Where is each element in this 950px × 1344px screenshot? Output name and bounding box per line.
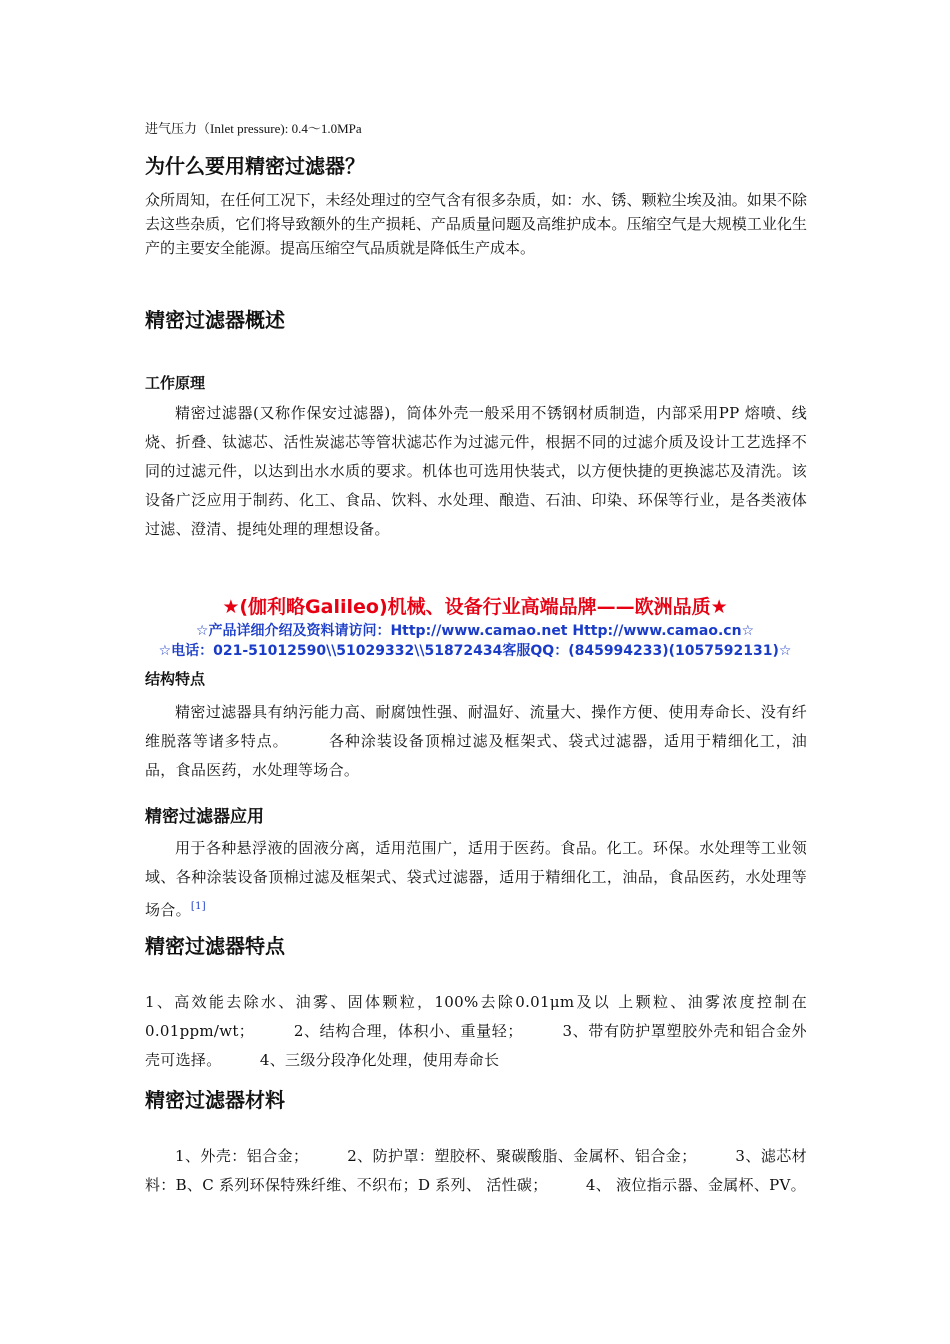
- heading-application: 精密过滤器应用: [145, 807, 264, 827]
- heading-materials: 精密过滤器材料: [145, 1088, 285, 1112]
- paragraph-application: [145, 834, 807, 925]
- paragraph-structure: 精密过滤器具有纳污能力高、耐腐蚀性强、耐温好、流量大、操作方便、使用寿命长、没有纤维脱落等诸多特点。 各种涂装设备顶棉过滤及框架式、袋式过滤器，适用于精细化工，油品，食品医药，水处理等场合。: [145, 703, 807, 779]
- heading-why: 为什么要用精密过滤器？: [145, 154, 365, 178]
- ad-banner-brand: ★(伽利略Galileo)机械、设备行业高端品牌——欧洲品质★: [222, 596, 728, 618]
- paragraph-features: 1、高效能去除水、油雾、固体颗粒，100%去除0.01μm及以 上颗粒、油雾浓度控制在0.01ppm/wt； 2、结构合理，体积小、重量轻； 3、带有防护罩塑胶外壳和铝合金外壳可选择。 4、三级分段净化处理，使用寿命长: [145, 993, 807, 1069]
- paragraph-why: 众所周知，在任何工况下，未经处理过的空气含有很多杂质，如：水、锈、颗粒尘埃及油。如果不除去这些杂质，它们将导致额外的生产损耗、产品质量问题及高维护成本。压缩空气是大规模工业化生产的主要安全能源。提高压缩空气品质就是降低生产成本。: [145, 191, 807, 257]
- heading-principle: 工作原理: [145, 374, 206, 392]
- reference-link[interactable]: [1]: [190, 901, 206, 912]
- ad-banner-phone: ☆电话：021-51012590\\51029332\\51872434客服QQ：(845994233)(1057592131)☆: [158, 643, 792, 659]
- heading-overview: 精密过滤器概述: [145, 308, 285, 332]
- heading-features: 精密过滤器特点: [145, 934, 285, 958]
- paragraph-principle: 精密过滤器(又称作保安过滤器)，筒体外壳一般采用不锈钢材质制造，内部采用PP 熔喷、线烧、折叠、钛滤芯、活性炭滤芯等管状滤芯作为过滤元件，根据不同的过滤介质及设计工艺选择不同的过滤元件，以达到出水水质的要求。机体也可选用快装式，以方便快捷的更换滤芯及清洗。该设备广泛应用于制药、化工、食品、饮料、水处理、酿造、石油、印染、环保等行业，是各类液体过滤、澄清、提纯处理的理想设备。: [145, 404, 807, 538]
- ad-banner-website: ☆产品详细介绍及资料请访问：Http://www.camao.net Http://www.camao.cn☆: [195, 623, 755, 639]
- paragraph-materials: 1、外壳：铝合金； 2、防护罩：塑胶杯、聚碳酸脂、金属杯、铝合金； 3、滤芯材料：B、C 系列环保特殊纤维、不织布；D 系列、 活性碳； 4、 液位指示器、金属杯、PV。: [145, 1147, 807, 1194]
- heading-structure: 结构特点: [145, 670, 206, 688]
- inlet-pressure-line: 进气压力（Inlet pressure): 0.4～1.0MPa: [145, 121, 362, 136]
- application-text: 用于各种悬浮液的固液分离，适用范围广，适用于医药。食品。化工。环保。水处理等工业领域、各种涂装设备顶棉过滤及框架式、袋式过滤器，适用于精细化工，油品，食品医药，水处理等场合。: [145, 839, 807, 919]
